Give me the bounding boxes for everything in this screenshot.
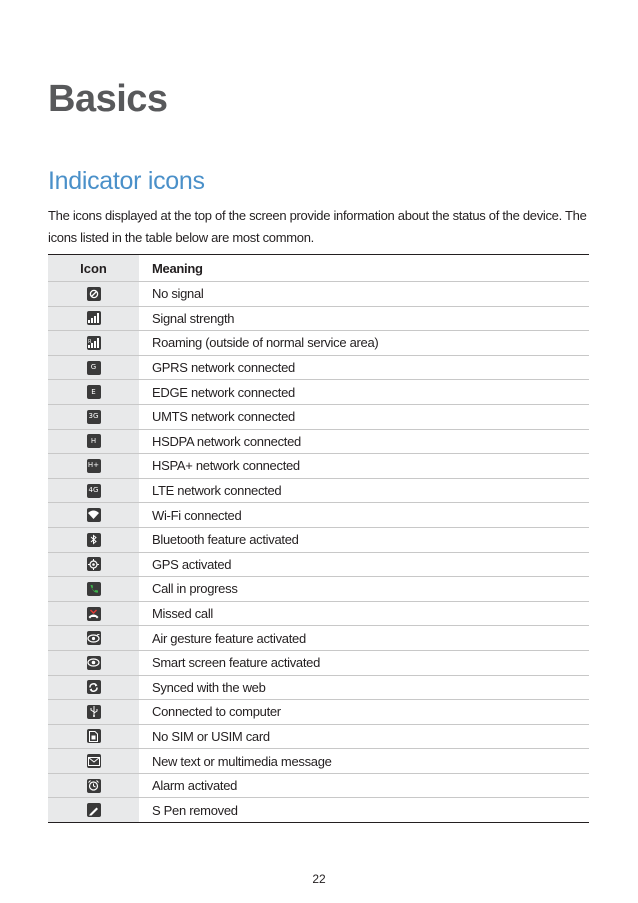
- table-row: [48, 675, 589, 700]
- table-row: [48, 601, 589, 626]
- icon-cell: [48, 798, 139, 822]
- edge-icon: E: [87, 385, 101, 399]
- call-icon: [87, 582, 101, 596]
- meaning-cell: Call in progress: [152, 581, 238, 597]
- table-row: [48, 797, 589, 822]
- intro-paragraph: The icons displayed at the top of the screen provide information about the status of the device. The icons listed in the table below are most common.: [48, 208, 587, 245]
- table-row: [48, 724, 589, 749]
- table-row: [48, 527, 589, 552]
- icon-cell: [48, 405, 139, 429]
- icon-cell: [48, 331, 139, 355]
- meaning-cell: GPRS network connected: [152, 360, 295, 376]
- wifi-icon: [87, 508, 101, 522]
- header-icon-column: Icon: [48, 255, 139, 281]
- umts-icon: 3G: [87, 410, 101, 424]
- icon-cell: [48, 774, 139, 798]
- header-meaning-column: Meaning: [152, 260, 203, 276]
- meaning-cell: Wi-Fi connected: [152, 507, 242, 523]
- page-number: 22: [312, 872, 326, 886]
- table-row: [48, 773, 589, 798]
- meaning-cell: UMTS network connected: [152, 409, 295, 425]
- alarm-icon: [87, 779, 101, 793]
- signal-strength-icon: [87, 311, 101, 325]
- s-pen-removed-icon: [87, 803, 101, 817]
- meaning-cell: S Pen removed: [152, 802, 238, 818]
- chapter-title: Basics: [48, 78, 168, 120]
- icon-cell: [48, 676, 139, 700]
- meaning-cell: Roaming (outside of normal service area): [152, 335, 379, 351]
- table-row: [48, 281, 589, 306]
- table-row: [48, 330, 589, 355]
- missed-call-icon: [87, 607, 101, 621]
- air-gesture-icon: [87, 631, 101, 645]
- icon-cell: [48, 528, 139, 552]
- table-row: [48, 429, 589, 454]
- indicator-icons-table: [48, 254, 589, 823]
- meaning-cell: Connected to computer: [152, 704, 281, 720]
- icon-cell: [48, 380, 139, 404]
- icon-cell: [48, 651, 139, 675]
- table-row: [48, 625, 589, 650]
- bluetooth-icon: [87, 533, 101, 547]
- table-row: [48, 404, 589, 429]
- icon-cell: [48, 503, 139, 527]
- table-row: [48, 355, 589, 380]
- svg-text:R: R: [88, 338, 92, 345]
- table-row: [48, 453, 589, 478]
- icon-cell: [48, 479, 139, 503]
- meaning-cell: No SIM or USIM card: [152, 728, 270, 744]
- table-row: [48, 379, 589, 404]
- section-title: Indicator icons: [48, 167, 205, 195]
- icon-cell: [48, 602, 139, 626]
- icon-cell: [48, 356, 139, 380]
- meaning-cell: Missed call: [152, 606, 213, 622]
- table-row: [48, 478, 589, 503]
- table-row: [48, 748, 589, 773]
- icon-cell: [48, 454, 139, 478]
- icon-cell: [48, 626, 139, 650]
- no-sim-icon: [87, 729, 101, 743]
- hsdpa-icon: H: [87, 434, 101, 448]
- icon-cell: [48, 307, 139, 331]
- smart-screen-icon: [87, 656, 101, 670]
- icon-cell: [48, 282, 139, 306]
- table-row: [48, 502, 589, 527]
- table-row: [48, 699, 589, 724]
- message-icon: [87, 754, 101, 768]
- icon-cell: [48, 553, 139, 577]
- gprs-icon: G: [87, 361, 101, 375]
- icon-cell: [48, 749, 139, 773]
- hspa-plus-icon: H+: [87, 459, 101, 473]
- meaning-cell: New text or multimedia message: [152, 753, 332, 769]
- meaning-cell: EDGE network connected: [152, 384, 295, 400]
- meaning-cell: HSDPA network connected: [152, 433, 301, 449]
- table-row: [48, 650, 589, 675]
- table-row: [48, 306, 589, 331]
- icon-cell: [48, 700, 139, 724]
- gps-icon: [87, 557, 101, 571]
- table-body: [48, 281, 589, 822]
- meaning-cell: Air gesture feature activated: [152, 630, 306, 646]
- usb-icon: [87, 705, 101, 719]
- roaming-icon: [87, 336, 101, 350]
- meaning-cell: Bluetooth feature activated: [152, 532, 299, 548]
- icon-cell: [48, 725, 139, 749]
- meaning-cell: Signal strength: [152, 310, 235, 326]
- lte-icon: 4G: [87, 484, 101, 498]
- meaning-cell: Smart screen feature activated: [152, 655, 321, 671]
- icon-cell: [48, 430, 139, 454]
- table-header: [48, 255, 589, 281]
- no-signal-icon: [87, 287, 101, 301]
- meaning-cell: LTE network connected: [152, 483, 282, 499]
- sync-icon: [87, 680, 101, 694]
- table-row: [48, 576, 589, 601]
- meaning-cell: HSPA+ network connected: [152, 458, 300, 474]
- meaning-cell: No signal: [152, 286, 204, 302]
- icon-cell: [48, 577, 139, 601]
- table-row: [48, 552, 589, 577]
- meaning-cell: Synced with the web: [152, 679, 266, 695]
- meaning-cell: Alarm activated: [152, 778, 238, 794]
- meaning-cell: GPS activated: [152, 556, 232, 572]
